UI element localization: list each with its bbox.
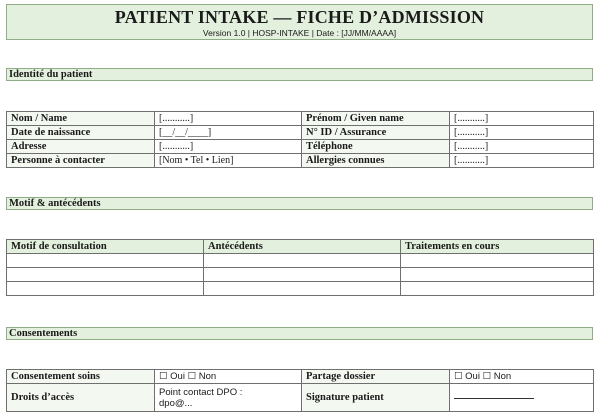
- form-header: [6, 4, 593, 40]
- section-consent-title: Consentements: [9, 328, 78, 339]
- signature-line: [454, 397, 534, 399]
- form-subtitle: Version 1.0 | HOSP-INTAKE | Date : [JJ/MM/AAAA]: [202, 28, 397, 38]
- cell-motif[interactable]: [7, 254, 204, 268]
- label-naissance: Date de naissance: [7, 126, 155, 140]
- column-header-motif: Motif de consultation: [7, 240, 204, 254]
- field-prenom[interactable]: [...........]: [450, 112, 594, 126]
- table-row: [7, 140, 594, 154]
- dpo-contact-email: dpo@...: [159, 397, 193, 409]
- table-row: [7, 254, 594, 268]
- table-row: [7, 370, 594, 384]
- field-allergies[interactable]: [...........]: [450, 154, 594, 168]
- label-adresse: Adresse: [7, 140, 155, 154]
- label-droits-acces: Droits d’accès: [7, 384, 155, 412]
- table-row: [7, 154, 594, 168]
- table-row: [7, 126, 594, 140]
- cell-traitements[interactable]: [401, 282, 594, 296]
- cell-antecedents[interactable]: [204, 254, 401, 268]
- column-header-traitements: Traitements en cours: [401, 240, 594, 254]
- field-telephone[interactable]: [...........]: [450, 140, 594, 154]
- form-title: PATIENT INTAKE — FICHE D’ADMISSION: [114, 7, 485, 27]
- field-adresse[interactable]: [...........]: [155, 140, 302, 154]
- column-header-antecedents: Antécédents: [204, 240, 401, 254]
- section-history-title: Motif & antécédents: [9, 198, 101, 209]
- label-allergies: Allergies connues: [302, 154, 450, 168]
- cell-traitements[interactable]: [401, 254, 594, 268]
- section-consent: [6, 327, 593, 340]
- cell-motif[interactable]: [7, 268, 204, 282]
- cell-antecedents[interactable]: [204, 282, 401, 296]
- table-row: [7, 282, 594, 296]
- table-row: [7, 112, 594, 126]
- field-consentement-soins[interactable]: ☐ Oui ☐ Non: [155, 370, 302, 384]
- label-prenom: Prénom / Given name: [302, 112, 450, 126]
- label-telephone: Téléphone: [302, 140, 450, 154]
- label-signature: Signature patient: [302, 384, 450, 412]
- label-nom: Nom / Name: [7, 112, 155, 126]
- history-table: [6, 239, 594, 296]
- field-partage-dossier[interactable]: ☐ Oui ☐ Non: [450, 370, 594, 384]
- label-consentement-soins: Consentement soins: [7, 370, 155, 384]
- field-contact[interactable]: [Nom • Tel • Lien]: [155, 154, 302, 168]
- consent-table: [6, 369, 594, 412]
- label-id-assurance: N° ID / Assurance: [302, 126, 450, 140]
- signature-field[interactable]: [450, 384, 594, 412]
- cell-motif[interactable]: [7, 282, 204, 296]
- table-row: [7, 384, 594, 412]
- dpo-contact-label: Point contact DPO :: [159, 386, 243, 398]
- label-partage-dossier: Partage dossier: [302, 370, 450, 384]
- section-history: [6, 197, 593, 210]
- table-header-row: [7, 240, 594, 254]
- cell-traitements[interactable]: [401, 268, 594, 282]
- field-id-assurance[interactable]: [...........]: [450, 126, 594, 140]
- identity-table: [6, 111, 594, 168]
- section-identity: [6, 68, 593, 81]
- table-row: [7, 268, 594, 282]
- field-droits-acces: [155, 384, 302, 412]
- label-contact: Personne à contacter: [7, 154, 155, 168]
- section-identity-title: Identité du patient: [9, 69, 93, 80]
- field-nom[interactable]: [...........]: [155, 112, 302, 126]
- field-naissance[interactable]: [__/__/____]: [155, 126, 302, 140]
- cell-antecedents[interactable]: [204, 268, 401, 282]
